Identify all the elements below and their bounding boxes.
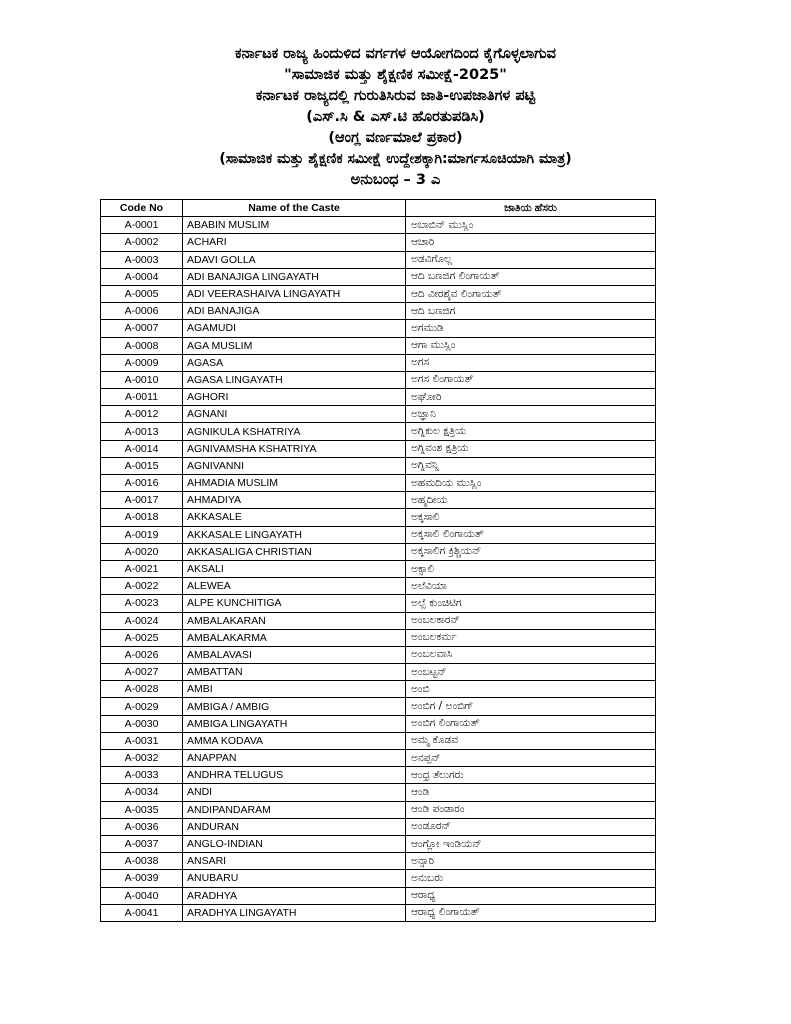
cell-code: A-0012 bbox=[101, 406, 183, 423]
header-line-order: (ಆಂಗ್ಲ ವರ್ಣಮಾಲೆ ಪ್ರಕಾರ) bbox=[328, 130, 463, 146]
table-row bbox=[101, 320, 656, 337]
cell-english-name: ANDI bbox=[183, 784, 406, 801]
cell-code: A-0019 bbox=[101, 526, 183, 543]
cell-english-name: ANUBARU bbox=[183, 870, 406, 887]
cell-kannada-name: ಅನುಬರು bbox=[406, 870, 656, 887]
cell-code: A-0013 bbox=[101, 423, 183, 440]
cell-kannada-name: ಅಲೆವಿಯಾ bbox=[406, 578, 656, 595]
cell-kannada-name: ಆರಾಧ್ಯ ಲಿಂಗಾಯತ್ bbox=[406, 904, 656, 921]
cell-kannada-name: ಆದಿ ವೀರಶೈವ ಲಿಂಗಾಯತ್ bbox=[406, 285, 656, 302]
cell-code: A-0008 bbox=[101, 337, 183, 354]
table-row bbox=[101, 217, 656, 234]
cell-kannada-name: ಅಘೋರಿ bbox=[406, 389, 656, 406]
cell-english-name: AMBIGA LINGAYATH bbox=[183, 715, 406, 732]
column-header-code: Code No bbox=[101, 200, 183, 217]
table-row bbox=[101, 406, 656, 423]
cell-kannada-name: ಅಹ್ಮದೀಯ bbox=[406, 492, 656, 509]
table-row bbox=[101, 578, 656, 595]
cell-kannada-name: ಆಚಾರಿ bbox=[406, 234, 656, 251]
cell-code: A-0040 bbox=[101, 887, 183, 904]
cell-code: A-0023 bbox=[101, 595, 183, 612]
cell-kannada-name: ಅಂಬಟ್ಟನ್ bbox=[406, 664, 656, 681]
cell-kannada-name: ಅಜ್ಞಾನಿ bbox=[406, 406, 656, 423]
cell-english-name: ANDURAN bbox=[183, 818, 406, 835]
cell-kannada-name: ಅಕ್ಸಾಲಿ bbox=[406, 560, 656, 577]
table-row bbox=[101, 818, 656, 835]
column-header-english-name: Name of the Caste bbox=[183, 200, 406, 217]
table-row bbox=[101, 681, 656, 698]
table-row bbox=[101, 835, 656, 852]
table-row bbox=[101, 268, 656, 285]
cell-kannada-name: ಅಂಬಲವಾಸಿ bbox=[406, 646, 656, 663]
cell-english-name: ADI VEERASHAIVA LINGAYATH bbox=[183, 285, 406, 302]
cell-english-name: AMBATTAN bbox=[183, 664, 406, 681]
table-row bbox=[101, 612, 656, 629]
cell-english-name: AKSALI bbox=[183, 560, 406, 577]
cell-english-name: AGAMUDI bbox=[183, 320, 406, 337]
cell-english-name: ANDIPANDARAM bbox=[183, 801, 406, 818]
table-row bbox=[101, 509, 656, 526]
cell-code: A-0041 bbox=[101, 904, 183, 921]
cell-kannada-name: ಅಲ್ಪೆ ಕುಂಚಿಟಿಗ bbox=[406, 595, 656, 612]
cell-english-name: AGASA bbox=[183, 354, 406, 371]
table-row bbox=[101, 457, 656, 474]
cell-english-name: AKKASALIGA CHRISTIAN bbox=[183, 543, 406, 560]
cell-code: A-0020 bbox=[101, 543, 183, 560]
cell-kannada-name: ಅಗ್ನಿವನ್ನಿ bbox=[406, 457, 656, 474]
cell-code: A-0027 bbox=[101, 664, 183, 681]
cell-code: A-0018 bbox=[101, 509, 183, 526]
cell-english-name: ANSARI bbox=[183, 853, 406, 870]
cell-kannada-name: ಆಂಡಿ ಪಂಡಾರಂ bbox=[406, 801, 656, 818]
cell-code: A-0034 bbox=[101, 784, 183, 801]
cell-english-name: AKKASALE bbox=[183, 509, 406, 526]
cell-code: A-0030 bbox=[101, 715, 183, 732]
cell-code: A-0007 bbox=[101, 320, 183, 337]
table-row bbox=[101, 354, 656, 371]
cell-english-name: ABABIN MUSLIM bbox=[183, 217, 406, 234]
cell-kannada-name: ಅಕ್ಕಸಾಲಿಗ ಕ್ರಿಶ್ಚಿಯನ್ bbox=[406, 543, 656, 560]
cell-english-name: ADAVI GOLLA bbox=[183, 251, 406, 268]
cell-english-name: ADI BANAJIGA bbox=[183, 303, 406, 320]
cell-kannada-name: ಅಮ್ಮ ಕೊಡವ bbox=[406, 732, 656, 749]
table-row bbox=[101, 475, 656, 492]
cell-english-name: AMBIGA / AMBIG bbox=[183, 698, 406, 715]
table-row bbox=[101, 646, 656, 663]
table-row bbox=[101, 543, 656, 560]
table-row bbox=[101, 904, 656, 921]
cell-code: A-0011 bbox=[101, 389, 183, 406]
table-header-row bbox=[101, 200, 656, 217]
cell-code: A-0033 bbox=[101, 767, 183, 784]
cell-code: A-0001 bbox=[101, 217, 183, 234]
cell-code: A-0037 bbox=[101, 835, 183, 852]
cell-english-name: AMMA KODAVA bbox=[183, 732, 406, 749]
cell-english-name: AGHORI bbox=[183, 389, 406, 406]
header-line-annexure: ಅನುಬಂಧ – 3 ಎ bbox=[350, 172, 441, 188]
table-row bbox=[101, 423, 656, 440]
cell-code: A-0029 bbox=[101, 698, 183, 715]
table-row bbox=[101, 715, 656, 732]
cell-english-name: AGNIVAMSHA KSHATRIYA bbox=[183, 440, 406, 457]
cell-code: A-0003 bbox=[101, 251, 183, 268]
cell-english-name: ADI BANAJIGA LINGAYATH bbox=[183, 268, 406, 285]
cell-kannada-name: ಅಂಬಿಗ / ಅಂಬಿಗ್ bbox=[406, 698, 656, 715]
cell-english-name: AMBALAKARAN bbox=[183, 612, 406, 629]
cell-code: A-0010 bbox=[101, 371, 183, 388]
cell-code: A-0009 bbox=[101, 354, 183, 371]
cell-code: A-0039 bbox=[101, 870, 183, 887]
table-row bbox=[101, 440, 656, 457]
cell-english-name: AGASA LINGAYATH bbox=[183, 371, 406, 388]
table-row bbox=[101, 732, 656, 749]
cell-code: A-0014 bbox=[101, 440, 183, 457]
column-header-kannada-name: ಜಾತಿಯ ಹೆಸರು bbox=[406, 200, 656, 217]
header-line-commission: ಕರ್ನಾಟಕ ರಾಜ್ಯ ಹಿಂದುಳಿದ ವರ್ಗಗಳ ಆಯೋಗದಿಂದ ಕೈಗೊಳ್ಳಲಾಗುವ bbox=[235, 46, 556, 62]
table-row bbox=[101, 767, 656, 784]
cell-code: A-0036 bbox=[101, 818, 183, 835]
cell-kannada-name: ಅಗಸ bbox=[406, 354, 656, 371]
table-row bbox=[101, 492, 656, 509]
table-row bbox=[101, 698, 656, 715]
cell-kannada-name: ಅಕ್ಕಸಾಲಿ ಲಿಂಗಾಯತ್ bbox=[406, 526, 656, 543]
cell-english-name: ANAPPAN bbox=[183, 750, 406, 767]
table-row bbox=[101, 870, 656, 887]
cell-english-name: ALPE KUNCHITIGA bbox=[183, 595, 406, 612]
cell-kannada-name: ಅಗಮುಡಿ bbox=[406, 320, 656, 337]
cell-kannada-name: ಅಗಸ ಲಿಂಗಾಯತ್ bbox=[406, 371, 656, 388]
cell-code: A-0017 bbox=[101, 492, 183, 509]
cell-code: A-0022 bbox=[101, 578, 183, 595]
table-row bbox=[101, 371, 656, 388]
header-line-purpose: (ಸಾಮಾಜಿಕ ಮತ್ತು ಶೈಕ್ಷಣಿಕ ಸಮೀಕ್ಷೆ ಉದ್ದೇಶಕ್ಕಾಗಿ:ಮಾರ್ಗಸೂಚಿಯಾಗಿ ಮಾತ್ರ) bbox=[219, 151, 572, 167]
cell-kannada-name: ಆಂಧ್ರ ತೆಲುಗರು bbox=[406, 767, 656, 784]
cell-code: A-0021 bbox=[101, 560, 183, 577]
cell-code: A-0024 bbox=[101, 612, 183, 629]
caste-table bbox=[100, 199, 656, 922]
cell-english-name: ANGLO-INDIAN bbox=[183, 835, 406, 852]
table-row bbox=[101, 526, 656, 543]
cell-kannada-name: ಅನಪ್ಪನ್ bbox=[406, 750, 656, 767]
table-row bbox=[101, 595, 656, 612]
table-row bbox=[101, 285, 656, 302]
cell-kannada-name: ಅಬಾಬಿನ್ ಮುಸ್ಲಿಂ bbox=[406, 217, 656, 234]
table-row bbox=[101, 664, 656, 681]
cell-kannada-name: ಅಕ್ಕಸಾಲಿ bbox=[406, 509, 656, 526]
cell-code: A-0002 bbox=[101, 234, 183, 251]
cell-english-name: AKKASALE LINGAYATH bbox=[183, 526, 406, 543]
table-row bbox=[101, 303, 656, 320]
cell-english-name: ARADHYA bbox=[183, 887, 406, 904]
cell-kannada-name: ಅಂಬಿ bbox=[406, 681, 656, 698]
cell-english-name: ARADHYA LINGAYATH bbox=[183, 904, 406, 921]
cell-code: A-0004 bbox=[101, 268, 183, 285]
table-row bbox=[101, 337, 656, 354]
cell-english-name: ALEWEA bbox=[183, 578, 406, 595]
cell-english-name: AMBALAVASI bbox=[183, 646, 406, 663]
cell-kannada-name: ಅಂಬಲಕರ್ಮ bbox=[406, 629, 656, 646]
cell-english-name: AGNIVANNI bbox=[183, 457, 406, 474]
table-row bbox=[101, 801, 656, 818]
table-row bbox=[101, 750, 656, 767]
cell-code: A-0016 bbox=[101, 475, 183, 492]
cell-kannada-name: ಅಗ್ನಿವಂಶ ಕ್ಷತ್ರಿಯ bbox=[406, 440, 656, 457]
cell-code: A-0035 bbox=[101, 801, 183, 818]
table-row bbox=[101, 887, 656, 904]
table-row bbox=[101, 389, 656, 406]
cell-kannada-name: ಆಂಗ್ಲೋ ಇಂಡಿಯನ್ bbox=[406, 835, 656, 852]
table-row bbox=[101, 560, 656, 577]
cell-english-name: AMBI bbox=[183, 681, 406, 698]
cell-kannada-name: ಆದಿ ಬಣಜಿಗ ಲಿಂಗಾಯತ್ bbox=[406, 268, 656, 285]
cell-english-name: AHMADIA MUSLIM bbox=[183, 475, 406, 492]
table-row bbox=[101, 629, 656, 646]
cell-kannada-name: ಆಂಡಿ bbox=[406, 784, 656, 801]
cell-kannada-name: ಅಡವಿಗೊಲ್ಲ bbox=[406, 251, 656, 268]
cell-code: A-0031 bbox=[101, 732, 183, 749]
table-row bbox=[101, 251, 656, 268]
header-line-exclusion: (ಎಸ್.ಸಿ & ಎಸ್.ಟಿ ಹೊರತುಪಡಿಸಿ) bbox=[306, 109, 485, 125]
cell-kannada-name: ಅಂಬಿಗ ಲಿಂಗಾಯತ್ bbox=[406, 715, 656, 732]
cell-code: A-0006 bbox=[101, 303, 183, 320]
cell-english-name: AMBALAKARMA bbox=[183, 629, 406, 646]
cell-english-name: AGNANI bbox=[183, 406, 406, 423]
table-body bbox=[101, 217, 656, 922]
cell-kannada-name: ಆದಿ ಬಣಜಿಗ bbox=[406, 303, 656, 320]
cell-code: A-0015 bbox=[101, 457, 183, 474]
cell-code: A-0005 bbox=[101, 285, 183, 302]
cell-english-name: AGA MUSLIM bbox=[183, 337, 406, 354]
cell-kannada-name: ಅಹಮದಿಯ ಮುಸ್ಲಿಂ bbox=[406, 475, 656, 492]
table-row bbox=[101, 234, 656, 251]
table-row bbox=[101, 784, 656, 801]
cell-kannada-name: ಅಂಡೂರನ್ bbox=[406, 818, 656, 835]
cell-code: A-0032 bbox=[101, 750, 183, 767]
cell-code: A-0038 bbox=[101, 853, 183, 870]
header-line-survey-title: "ಸಾಮಾಜಿಕ ಮತ್ತು ಶೈಕ್ಷಣಿಕ ಸಮೀಕ್ಷೆ-2025" bbox=[284, 67, 507, 83]
cell-english-name: AGNIKULA KSHATRIYA bbox=[183, 423, 406, 440]
cell-kannada-name: ಅಗ್ನಿಕುಲ ಕ್ಷತ್ರಿಯ bbox=[406, 423, 656, 440]
cell-english-name: ANDHRA TELUGUS bbox=[183, 767, 406, 784]
cell-kannada-name: ಆರಾಧ್ಯ bbox=[406, 887, 656, 904]
cell-code: A-0028 bbox=[101, 681, 183, 698]
cell-kannada-name: ಅಂಬಲಕಾರನ್ bbox=[406, 612, 656, 629]
cell-kannada-name: ಆಗಾ ಮುಸ್ಲಿಂ bbox=[406, 337, 656, 354]
document-header bbox=[0, 44, 791, 191]
cell-code: A-0026 bbox=[101, 646, 183, 663]
cell-code: A-0025 bbox=[101, 629, 183, 646]
cell-english-name: AHMADIYA bbox=[183, 492, 406, 509]
cell-english-name: ACHARI bbox=[183, 234, 406, 251]
header-line-list-title: ಕರ್ನಾಟಕ ರಾಜ್ಯದಲ್ಲಿ ಗುರುತಿಸಿರುವ ಜಾತಿ-ಉಪಜಾತಿಗಳ ಪಟ್ಟಿ bbox=[255, 88, 536, 104]
cell-kannada-name: ಅನ್ಸಾರಿ bbox=[406, 853, 656, 870]
table-row bbox=[101, 853, 656, 870]
